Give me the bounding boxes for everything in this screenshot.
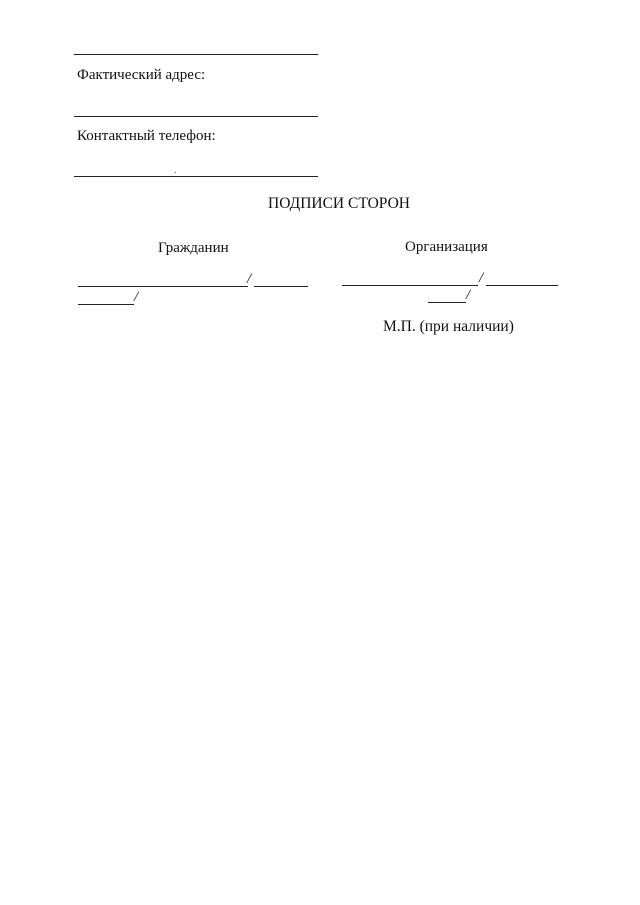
blank-line-top [74, 54, 318, 55]
organization-slash-2: / [466, 287, 471, 303]
contact-phone-label: Контактный телефон: [77, 128, 216, 144]
actual-address-line [74, 116, 318, 117]
contact-phone-line [74, 176, 318, 177]
organization-signature-line [342, 285, 478, 286]
organization-name-line-2 [428, 302, 466, 303]
organization-label: Организация [405, 239, 488, 255]
citizen-slash-1: / [247, 271, 252, 287]
citizen-signature-line [78, 286, 248, 287]
scan-dot [175, 172, 176, 173]
citizen-name-line-2 [78, 304, 134, 305]
seal-note: М.П. (при наличии) [383, 318, 514, 335]
signatures-title: ПОДПИСИ СТОРОН [268, 195, 410, 212]
organization-name-line-1 [486, 285, 558, 286]
actual-address-label: Фактический адрес: [77, 67, 206, 83]
organization-slash-1: / [479, 270, 484, 286]
citizen-label: Гражданин [158, 240, 229, 256]
citizen-name-line-1 [254, 286, 308, 287]
citizen-slash-2: / [134, 289, 139, 305]
